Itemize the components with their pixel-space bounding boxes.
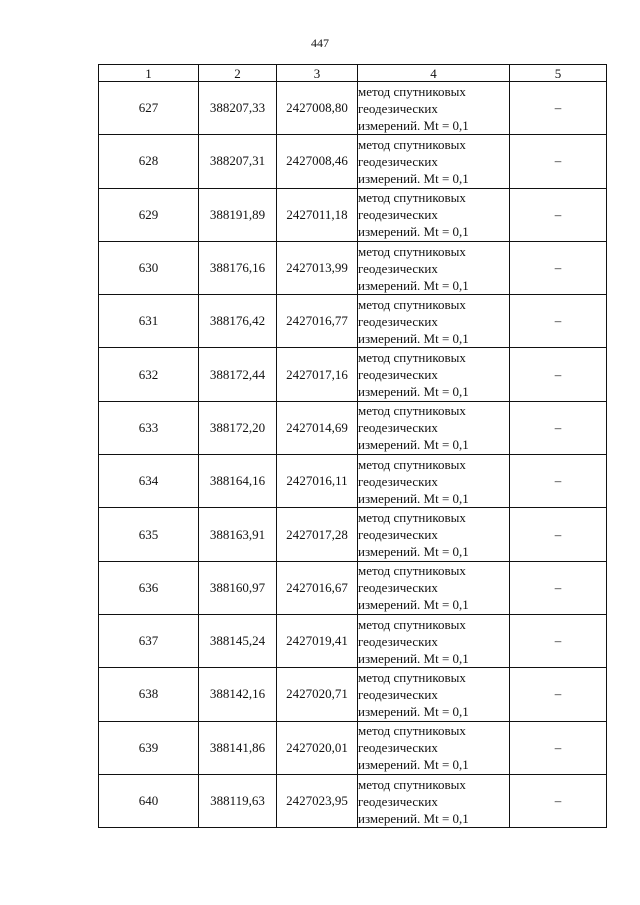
method-line: геодезических (358, 420, 438, 436)
method-line: метод спутниковых (358, 136, 466, 152)
column-header: 2 (199, 65, 277, 82)
method-line: геодезических (358, 260, 438, 276)
method-line: метод спутниковых (358, 510, 466, 526)
method-line: измерений. Mt = 0,1 (358, 170, 469, 186)
point-number-cell: 640 (99, 774, 199, 827)
table-row (99, 774, 607, 827)
table-row (99, 348, 607, 401)
method-line: метод спутниковых (358, 243, 466, 259)
point-number-cell: 635 (99, 508, 199, 561)
y-coordinate-cell: 2427020,01 (277, 721, 358, 774)
table-row (99, 295, 607, 348)
method-cell (358, 401, 510, 454)
point-number-cell: 634 (99, 455, 199, 508)
method-line: метод спутниковых (358, 403, 466, 419)
method-line: измерений. Mt = 0,1 (358, 544, 469, 560)
column-header: 3 (277, 65, 358, 82)
method-line: измерений. Mt = 0,1 (358, 810, 469, 826)
y-coordinate-cell: 2427017,16 (277, 348, 358, 401)
table-row (99, 401, 607, 454)
note-cell: – (510, 668, 607, 721)
method-line: метод спутниковых (358, 616, 466, 632)
method-cell (358, 188, 510, 241)
column-header: 5 (510, 65, 607, 82)
table-row (99, 668, 607, 721)
method-cell (358, 614, 510, 667)
table-row (99, 614, 607, 667)
method-cell (358, 721, 510, 774)
table-row (99, 135, 607, 188)
method-line: метод спутниковых (358, 563, 466, 579)
method-line: измерений. Mt = 0,1 (358, 650, 469, 666)
method-line: геодезических (358, 100, 438, 116)
method-line: геодезических (358, 527, 438, 543)
table-row (99, 508, 607, 561)
x-coordinate-cell: 388142,16 (199, 668, 277, 721)
table-row (99, 241, 607, 294)
table-header-row (99, 65, 607, 82)
y-coordinate-cell: 2427011,18 (277, 188, 358, 241)
method-cell (358, 455, 510, 508)
point-number-cell: 629 (99, 188, 199, 241)
method-line: метод спутниковых (358, 669, 466, 685)
note-cell: – (510, 188, 607, 241)
note-cell: – (510, 401, 607, 454)
x-coordinate-cell: 388176,42 (199, 295, 277, 348)
y-coordinate-cell: 2427008,46 (277, 135, 358, 188)
point-number-cell: 637 (99, 614, 199, 667)
note-cell: – (510, 241, 607, 294)
x-coordinate-cell: 388172,20 (199, 401, 277, 454)
method-line: измерений. Mt = 0,1 (358, 277, 469, 293)
method-line: геодезических (358, 740, 438, 756)
x-coordinate-cell: 388164,16 (199, 455, 277, 508)
note-cell: – (510, 295, 607, 348)
method-line: метод спутниковых (358, 350, 466, 366)
table-row (99, 82, 607, 135)
note-cell: – (510, 135, 607, 188)
method-line: метод спутниковых (358, 83, 466, 99)
column-header: 4 (358, 65, 510, 82)
method-line: геодезических (358, 793, 438, 809)
method-line: измерений. Mt = 0,1 (358, 597, 469, 613)
y-coordinate-cell: 2427016,11 (277, 455, 358, 508)
y-coordinate-cell: 2427023,95 (277, 774, 358, 827)
y-coordinate-cell: 2427008,80 (277, 82, 358, 135)
method-line: метод спутниковых (358, 456, 466, 472)
x-coordinate-cell: 388163,91 (199, 508, 277, 561)
x-coordinate-cell: 388207,33 (199, 82, 277, 135)
method-line: измерений. Mt = 0,1 (358, 703, 469, 719)
y-coordinate-cell: 2427016,77 (277, 295, 358, 348)
method-line: измерений. Mt = 0,1 (358, 490, 469, 506)
method-cell (358, 348, 510, 401)
point-number-cell: 632 (99, 348, 199, 401)
x-coordinate-cell: 388141,86 (199, 721, 277, 774)
method-cell (358, 241, 510, 294)
y-coordinate-cell: 2427013,99 (277, 241, 358, 294)
method-line: измерений. Mt = 0,1 (358, 384, 469, 400)
table-row (99, 455, 607, 508)
method-cell (358, 82, 510, 135)
point-number-cell: 627 (99, 82, 199, 135)
x-coordinate-cell: 388119,63 (199, 774, 277, 827)
note-cell: – (510, 348, 607, 401)
method-cell (358, 561, 510, 614)
point-number-cell: 639 (99, 721, 199, 774)
note-cell: – (510, 82, 607, 135)
coordinates-table (98, 64, 607, 828)
method-line: метод спутниковых (358, 723, 466, 739)
method-line: геодезических (358, 633, 438, 649)
method-line: геодезических (358, 686, 438, 702)
point-number-cell: 628 (99, 135, 199, 188)
method-cell (358, 668, 510, 721)
column-header: 1 (99, 65, 199, 82)
table-row (99, 561, 607, 614)
note-cell: – (510, 455, 607, 508)
point-number-cell: 630 (99, 241, 199, 294)
note-cell: – (510, 614, 607, 667)
note-cell: – (510, 561, 607, 614)
method-line: измерений. Mt = 0,1 (358, 757, 469, 773)
method-line: измерений. Mt = 0,1 (358, 330, 469, 346)
method-line: геодезических (358, 207, 438, 223)
method-line: геодезических (358, 580, 438, 596)
method-line: геодезических (358, 153, 438, 169)
method-line: измерений. Mt = 0,1 (358, 117, 469, 133)
method-line: измерений. Mt = 0,1 (358, 224, 469, 240)
method-line: геодезических (358, 367, 438, 383)
method-cell (358, 774, 510, 827)
table-row (99, 721, 607, 774)
method-cell (358, 295, 510, 348)
point-number-cell: 631 (99, 295, 199, 348)
method-line: метод спутниковых (358, 296, 466, 312)
y-coordinate-cell: 2427019,41 (277, 614, 358, 667)
point-number-cell: 633 (99, 401, 199, 454)
note-cell: – (510, 508, 607, 561)
method-line: метод спутниковых (358, 776, 466, 792)
page-number: 447 (311, 36, 329, 50)
method-line: метод спутниковых (358, 190, 466, 206)
method-line: геодезических (358, 473, 438, 489)
method-cell (358, 135, 510, 188)
method-line: измерений. Mt = 0,1 (358, 437, 469, 453)
point-number-cell: 636 (99, 561, 199, 614)
table-row (99, 188, 607, 241)
y-coordinate-cell: 2427017,28 (277, 508, 358, 561)
x-coordinate-cell: 388160,97 (199, 561, 277, 614)
y-coordinate-cell: 2427020,71 (277, 668, 358, 721)
method-cell (358, 508, 510, 561)
table-body (99, 82, 607, 828)
x-coordinate-cell: 388145,24 (199, 614, 277, 667)
y-coordinate-cell: 2427016,67 (277, 561, 358, 614)
point-number-cell: 638 (99, 668, 199, 721)
x-coordinate-cell: 388176,16 (199, 241, 277, 294)
note-cell: – (510, 774, 607, 827)
y-coordinate-cell: 2427014,69 (277, 401, 358, 454)
x-coordinate-cell: 388191,89 (199, 188, 277, 241)
note-cell: – (510, 721, 607, 774)
x-coordinate-cell: 388207,31 (199, 135, 277, 188)
x-coordinate-cell: 388172,44 (199, 348, 277, 401)
method-line: геодезических (358, 313, 438, 329)
